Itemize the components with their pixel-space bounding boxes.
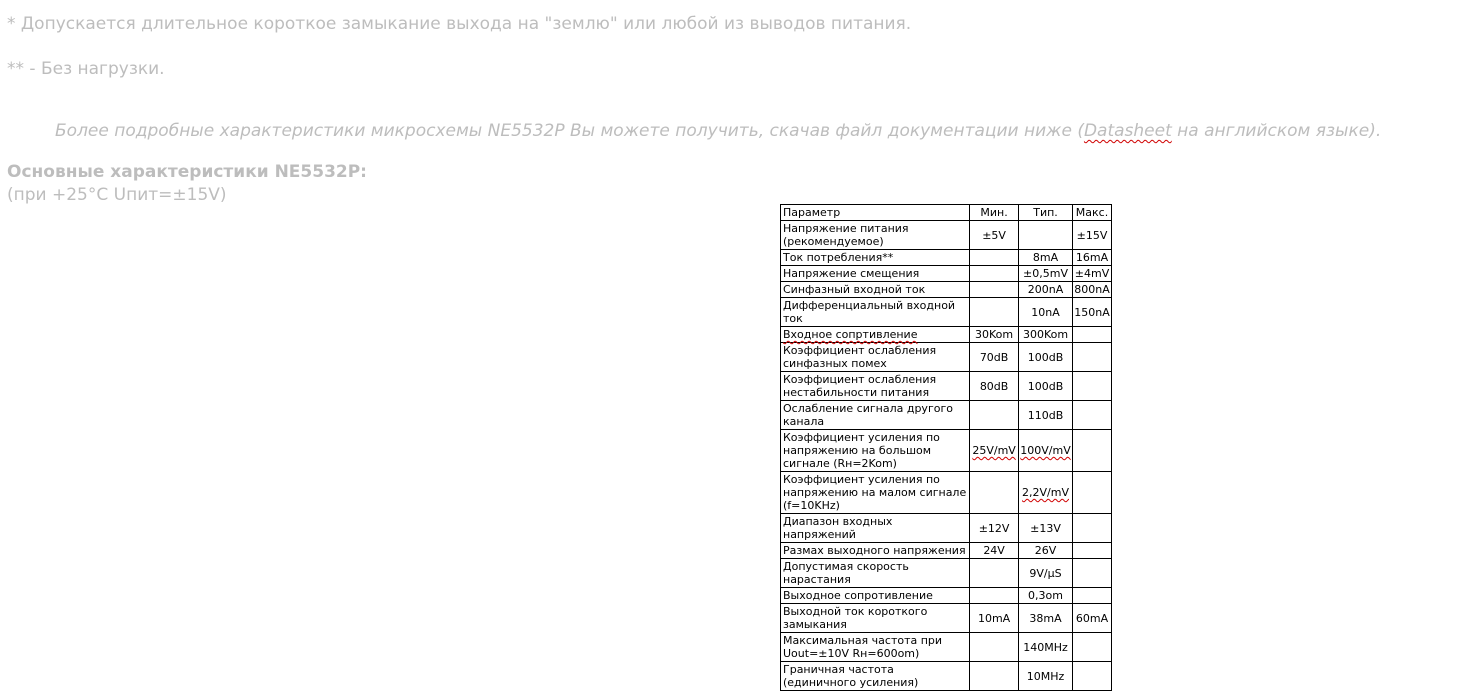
cell-typ: [1019, 430, 1073, 472]
cell-typ: [1019, 298, 1073, 327]
section-conditions: (при +25°С Uпит=±15V): [7, 185, 227, 205]
cell-text: 10mA: [977, 611, 1011, 625]
cell-text: ±15V: [1076, 228, 1108, 242]
cell-text: 16mA: [1075, 251, 1109, 264]
cell-parameter: [781, 372, 970, 401]
cell-typ: [1019, 543, 1073, 559]
datasheet-note: [55, 121, 1381, 141]
cell-typ: [1019, 588, 1073, 604]
datasheet-note-start: Более подробные характеристики микросхемы NE5532P Вы можете получить, скачав файл документации ниже (: [55, 121, 1084, 141]
cell-text: 8mA: [1032, 251, 1059, 264]
cell-max: [1073, 604, 1112, 633]
cell-typ: [1019, 604, 1073, 633]
cell-typ: [1019, 327, 1073, 343]
cell-min: [970, 588, 1019, 604]
cell-text: ±4mV: [1074, 267, 1110, 280]
cell-max: [1073, 559, 1112, 588]
cell-typ: [1019, 250, 1073, 266]
cell-text: ±12V: [978, 521, 1010, 535]
cell-max: [1073, 221, 1112, 250]
datasheet-word: Datasheet: [1083, 121, 1172, 141]
cell-text: Коэффициент ослабления синфазных помех: [783, 344, 937, 370]
cell-max: [1073, 543, 1112, 559]
table-row: [781, 430, 1112, 472]
cell-max: [1073, 430, 1112, 472]
cell-parameter: [781, 282, 970, 298]
cell-parameter: [781, 588, 970, 604]
cell-text: Выходное сопротивление: [783, 589, 933, 602]
table-row: [781, 543, 1112, 559]
cell-text: 26V: [1034, 544, 1057, 557]
cell-max: [1073, 633, 1112, 662]
cell-typ: [1019, 559, 1073, 588]
header-max: Макс.: [1073, 205, 1112, 221]
table-row: [781, 559, 1112, 588]
cell-text: 38mA: [1029, 611, 1062, 625]
cell-parameter: [781, 298, 970, 327]
cell-text: 100dB: [1027, 379, 1064, 393]
cell-min: [970, 401, 1019, 430]
table-row: [781, 327, 1112, 343]
cell-typ: [1019, 221, 1073, 250]
cell-parameter: [781, 327, 970, 343]
table-row: [781, 588, 1112, 604]
header-parameter: Параметр: [781, 205, 970, 221]
cell-text: 10MHz: [1026, 669, 1065, 683]
cell-parameter: [781, 559, 970, 588]
cell-parameter: [781, 266, 970, 282]
cell-typ: [1019, 343, 1073, 372]
cell-parameter: [781, 514, 970, 543]
table-row: [781, 401, 1112, 430]
cell-parameter: [781, 430, 970, 472]
cell-typ: [1019, 472, 1073, 514]
cell-max: [1073, 401, 1112, 430]
cell-text: Диапазон входных напряжений: [783, 515, 893, 541]
cell-text: ±13V: [1030, 521, 1061, 535]
cell-text: Синфазный входной ток: [783, 283, 926, 296]
note-no-load: ** - Без нагрузки.: [7, 59, 165, 79]
table-row: [781, 298, 1112, 327]
cell-text: Дифференциальный входной ток: [783, 299, 956, 325]
cell-max: [1073, 343, 1112, 372]
cell-text: Выходной ток короткого замыкания: [783, 605, 928, 631]
cell-typ: [1019, 282, 1073, 298]
table-row: [781, 250, 1112, 266]
cell-text: Размах выходного напряжения: [783, 544, 966, 557]
cell-max: [1073, 662, 1112, 691]
cell-min: [970, 559, 1019, 588]
cell-text: Напряжение питания (рекомендуемое): [783, 222, 909, 248]
cell-min: [970, 633, 1019, 662]
cell-parameter: [781, 250, 970, 266]
table-row: [781, 604, 1112, 633]
table-row: [781, 221, 1112, 250]
cell-text: 30Kom: [975, 328, 1014, 341]
cell-parameter: [781, 221, 970, 250]
cell-text: 800nA: [1074, 283, 1110, 296]
cell-text: 24V: [983, 544, 1005, 557]
cell-typ: [1019, 662, 1073, 691]
cell-text: 60mA: [1075, 611, 1109, 625]
cell-text: Коэффициент усиления по напряжению на большом сигнале (Rн=2Kom): [783, 431, 940, 470]
table-body: [781, 221, 1112, 691]
note-short-circuit: * Допускается длительное короткое замыкание выхода на "землю" или любой из выводов питания.: [7, 14, 912, 34]
cell-min: [970, 543, 1019, 559]
header-min: Мин.: [970, 205, 1019, 221]
cell-parameter: [781, 401, 970, 430]
cell-parameter: [781, 543, 970, 559]
cell-min: [970, 604, 1019, 633]
cell-text: 100V/mV: [1020, 444, 1071, 457]
cell-text: Коэффициент усиления по напряжению на малом сигнале (f=10KHz): [783, 473, 967, 512]
cell-min: [970, 343, 1019, 372]
cell-text: 0,3om: [1028, 589, 1063, 602]
table-header-row: [781, 205, 1112, 221]
cell-parameter: [781, 633, 970, 662]
cell-min: [970, 514, 1019, 543]
cell-min: [970, 282, 1019, 298]
header-typ: Тип.: [1019, 205, 1073, 221]
table-row: [781, 282, 1112, 298]
cell-parameter: [781, 343, 970, 372]
cell-typ: [1019, 266, 1073, 282]
cell-min: [970, 221, 1019, 250]
cell-typ: [1019, 401, 1073, 430]
table-row: [781, 266, 1112, 282]
cell-text: 70dB: [979, 350, 1009, 364]
cell-min: [970, 472, 1019, 514]
cell-max: [1073, 588, 1112, 604]
cell-text: 200nA: [1027, 283, 1064, 296]
cell-text: 10nA: [1031, 305, 1060, 319]
cell-min: [970, 266, 1019, 282]
cell-min: [970, 662, 1019, 691]
cell-text: 100dB: [1027, 350, 1064, 364]
cell-text: 110dB: [1027, 408, 1064, 422]
datasheet-note-end: на английском языке).: [1171, 121, 1382, 141]
cell-max: [1073, 266, 1112, 282]
cell-typ: [1019, 514, 1073, 543]
cell-text: 300Kom: [1022, 328, 1069, 341]
cell-text: 140MHz: [1023, 640, 1068, 654]
table-row: [781, 472, 1112, 514]
cell-typ: [1019, 372, 1073, 401]
table-row: [781, 662, 1112, 691]
cell-text: Напряжение смещения: [783, 267, 920, 280]
spec-table: [780, 204, 1112, 691]
cell-max: [1073, 327, 1112, 343]
cell-typ: [1019, 633, 1073, 662]
cell-min: [970, 250, 1019, 266]
cell-parameter: [781, 472, 970, 514]
cell-max: [1073, 250, 1112, 266]
table-row: [781, 514, 1112, 543]
cell-text: 80dB: [979, 379, 1009, 393]
cell-min: [970, 430, 1019, 472]
cell-max: [1073, 372, 1112, 401]
cell-text: 150nA: [1074, 305, 1110, 319]
section-title: Основные характеристики NE5532P:: [7, 162, 367, 182]
cell-text: Граничная частота (единичного усиления): [783, 663, 919, 689]
cell-parameter: [781, 604, 970, 633]
table-row: [781, 633, 1112, 662]
cell-text: ±5V: [982, 228, 1006, 242]
cell-text: 9V/µS: [1029, 566, 1062, 580]
cell-text: Коэффициент ослабления нестабильности питания: [783, 373, 937, 399]
cell-max: [1073, 472, 1112, 514]
table-row: [781, 372, 1112, 401]
cell-text: Ток потребления**: [783, 251, 894, 264]
cell-max: [1073, 514, 1112, 543]
table-row: [781, 343, 1112, 372]
cell-text: 25V/mV: [972, 444, 1016, 457]
cell-max: [1073, 298, 1112, 327]
cell-parameter: [781, 662, 970, 691]
cell-text: Ослабление сигнала другого канала: [783, 402, 953, 428]
cell-min: [970, 327, 1019, 343]
cell-min: [970, 298, 1019, 327]
cell-text: Допустимая скорость нарастания: [783, 560, 909, 586]
cell-text: ±0,5mV: [1023, 267, 1068, 280]
cell-min: [970, 372, 1019, 401]
cell-text: Максимальная частота при Uout=±10V Rн=600om): [783, 634, 943, 660]
cell-max: [1073, 282, 1112, 298]
cell-text: Входное сопртивление: [783, 328, 918, 341]
cell-text: 2,2V/mV: [1022, 486, 1069, 499]
